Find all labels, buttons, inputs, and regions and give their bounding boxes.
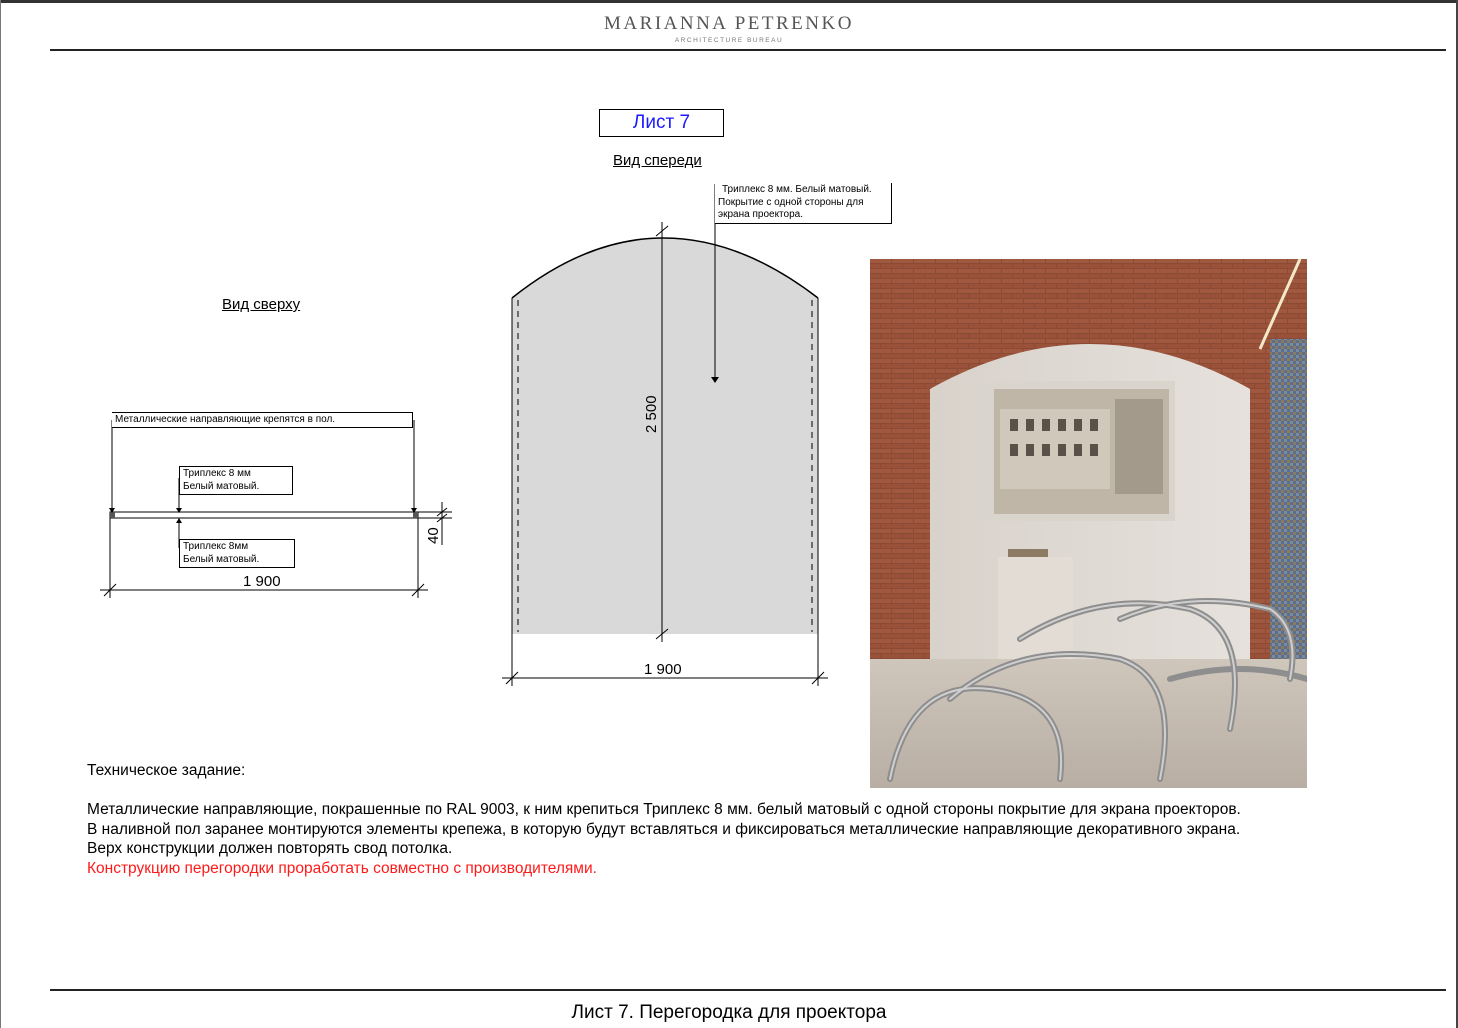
rails-callout: Металлические направляющие крепятся в пол. xyxy=(112,412,413,428)
tech-spec-line-2: В наливной пол заранее монтируются элементы крепежа, в которую будут вставляться и фиксироваться металлические направляющие декоративного экрана. xyxy=(87,821,1241,838)
tech-spec-title: Техническое задание: xyxy=(87,762,246,779)
front-callout-line-3: экрана проектора. xyxy=(718,209,803,220)
front-height-dim: 2 500 xyxy=(643,395,660,433)
top-view-title: Вид сверху xyxy=(222,296,301,313)
interior-render-image xyxy=(870,259,1307,788)
lower-callout-line-2: Белый матовый. xyxy=(183,553,260,565)
brand-logo-text: MARIANNA PETRENKO xyxy=(604,13,854,34)
upper-callout-line-1: Триплекс 8 мм xyxy=(183,468,251,479)
sheet-label: Лист 7 xyxy=(599,109,724,137)
top-view-rail-right xyxy=(413,512,418,518)
top-view-panel xyxy=(110,512,418,518)
front-view-callout xyxy=(715,183,892,224)
front-view-panel xyxy=(512,238,818,634)
upper-callout-line-2: Белый матовый. xyxy=(183,480,260,492)
top-width-dim: 1 900 xyxy=(243,573,281,590)
lower-callout-line-1: Триплекс 8мм xyxy=(183,541,249,552)
top-depth-dim: 40 xyxy=(425,527,442,544)
upper-triplex-callout xyxy=(179,466,293,495)
lower-triplex-arrow xyxy=(176,518,182,523)
render-illustration xyxy=(870,259,1307,788)
footer-title: Лист 7. Перегородка для проектора xyxy=(571,1002,887,1023)
front-callout-line-2: Покрытие с одной стороны для xyxy=(718,196,864,208)
tech-spec-line-1: Металлические направляющие, покрашенные по RAL 9003, к ним крепиться Триплекс 8 мм. белый матовый с одной стороны покрытие для экрана проекторов. xyxy=(87,801,1241,818)
footer-divider xyxy=(50,989,1446,991)
front-callout-line-1: Триплекс 8 мм. Белый матовый. xyxy=(722,184,872,195)
brand-subtitle: ARCHITECTURE BUREAU xyxy=(674,37,784,44)
lower-triplex-callout xyxy=(179,539,295,568)
front-view-title: Вид спереди xyxy=(613,152,702,169)
tech-spec-line-3: Верх конструкции должен повторять свод потолка. xyxy=(87,840,453,857)
top-view-rail-left xyxy=(110,512,115,518)
tech-spec-note: Конструкцию перегородки проработать совместно с производителями. xyxy=(87,860,597,877)
front-width-dim: 1 900 xyxy=(644,661,682,678)
